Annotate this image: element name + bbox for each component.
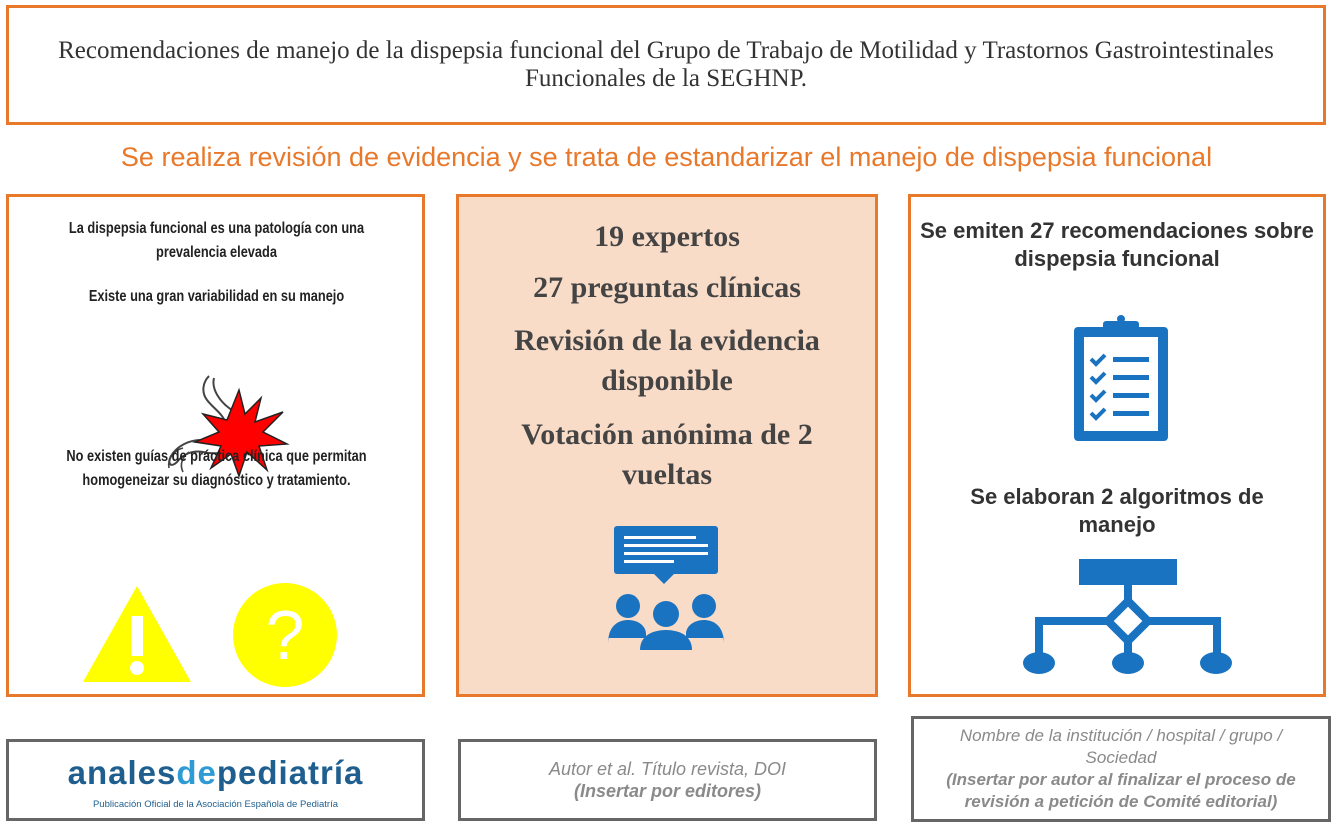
center-item-questions: 27 preguntas clínicas xyxy=(533,271,801,304)
right-panel xyxy=(908,194,1326,697)
institution-box xyxy=(911,716,1331,822)
right-text-algorithms: Se elaboran 2 algoritmos de manejo xyxy=(970,484,1264,537)
author-citation-box xyxy=(458,739,877,821)
author-citation-note: (Insertar por editores) xyxy=(573,781,762,801)
flowchart-icon xyxy=(1023,555,1233,679)
left-text-no-guidelines: No existen guías de práctica clínica que permitan homogeneizar su diagnóstico y tratamiento. xyxy=(66,448,367,489)
left-text-variability: Existe una gran variabilidad en su manejo xyxy=(88,288,345,305)
journal-logo-subtitle: Publicación Oficial de la Asociación Española de Pediatría xyxy=(92,799,339,810)
logo-text-de: de xyxy=(176,754,217,791)
question-icon xyxy=(231,581,339,689)
discussion-group-icon xyxy=(606,522,726,652)
center-item-experts: 19 expertos xyxy=(594,220,740,253)
left-text-prevalence: La dispepsia funcional es una patología con una prevalencia elevada xyxy=(68,220,365,261)
center-item-vote: Votación anónima de 2 vueltas xyxy=(521,418,813,491)
institution-name: Nombre de la institución / hospital / grupo / Sociedad xyxy=(959,726,1283,767)
clipboard-checklist-icon xyxy=(1071,315,1171,443)
center-panel xyxy=(456,194,878,697)
svg-text:?: ? xyxy=(265,596,305,674)
journal-logo xyxy=(9,754,422,792)
left-panel xyxy=(6,194,425,697)
journal-logo-box xyxy=(6,739,425,821)
title-box xyxy=(6,5,1326,125)
center-item-review: Revisión de la evidencia disponible xyxy=(514,324,820,397)
author-citation: Autor et al. Título revista, DOI xyxy=(548,759,787,779)
institution-note: (Insertar por autor al finalizar el proceso de revisión a petición de Comité editorial) xyxy=(946,770,1296,811)
logo-text-anales: anales xyxy=(67,754,177,791)
warning-icon xyxy=(79,582,195,686)
page-subtitle: Se realiza revisión de evidencia y se trata de estandarizar el manejo de dispepsia funcional xyxy=(120,142,1213,172)
page-title: Recomendaciones de manejo de la dispepsia funcional del Grupo de Trabajo de Motilidad y Trastornos Gastrointestinales Funcionales de la SEGHNP. xyxy=(58,37,1274,92)
right-text-recommendations: Se emiten 27 recomendaciones sobre dispepsia funcional xyxy=(920,218,1314,271)
logo-text-pediatria: pediatría xyxy=(216,754,364,791)
